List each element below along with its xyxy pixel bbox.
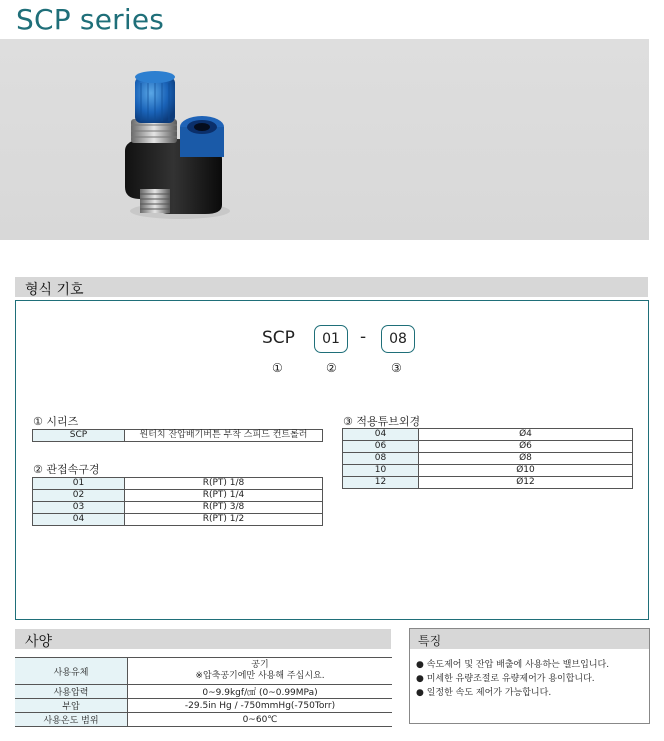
spec-value: 0~9.9kgf/㎠ (0~0.99MPa): [128, 685, 393, 699]
features-box: [409, 628, 650, 724]
spec-value: 0~60℃: [128, 713, 393, 727]
tube-value: Ø4: [419, 429, 633, 441]
port-code: 02: [33, 490, 125, 502]
port-table: [32, 477, 323, 526]
tube-title: ③ 적용튜브외경: [343, 415, 421, 428]
spec-key: 사용유체: [15, 658, 128, 685]
table-row: [343, 441, 633, 453]
port-value: R(PT) 3/8: [125, 502, 323, 514]
code-dash: -: [360, 327, 367, 347]
spec-value-line1: 공기: [251, 660, 269, 670]
page-title: SCP series: [16, 3, 165, 36]
feature-item: ● 미세한 유량조절로 유량제어가 용이합니다.: [416, 674, 595, 684]
port-code: 04: [33, 514, 125, 526]
tube-code: 04: [343, 429, 419, 441]
model-section-header: [15, 277, 648, 297]
tube-code: 06: [343, 441, 419, 453]
series-table: [32, 429, 323, 442]
model-code-box: [15, 300, 649, 620]
spec-key: 사용압력: [15, 685, 128, 699]
tube-value: Ø8: [419, 453, 633, 465]
model-section-title: 형식 기호: [25, 282, 84, 298]
tube-code: 12: [343, 477, 419, 489]
spec-value: -29.5in Hg / -750mmHg(-750Torr): [128, 699, 393, 713]
table-row: [33, 514, 323, 526]
table-row: [15, 658, 392, 685]
tube-table: [342, 428, 633, 489]
series-desc: 원터치 잔압배기버튼 부착 스피드 컨트롤러: [125, 430, 323, 442]
series-title: ① 시리즈: [33, 415, 79, 428]
code-prefix: SCP: [262, 328, 295, 348]
code-part2: 08: [381, 325, 415, 353]
tube-value: Ø12: [419, 477, 633, 489]
tube-value: Ø10: [419, 465, 633, 477]
feature-item: ● 일정한 속도 제어가 가능합니다.: [416, 688, 552, 698]
table-row: [33, 430, 323, 442]
features-title: 특징: [418, 634, 442, 648]
table-row: [343, 465, 633, 477]
spec-section-header: [15, 629, 391, 649]
table-row: [343, 477, 633, 489]
spec-section-title: 사양: [25, 634, 53, 650]
port-value: R(PT) 1/4: [125, 490, 323, 502]
product-image: [0, 39, 649, 240]
port-value: R(PT) 1/2: [125, 514, 323, 526]
code-mark-3: ③: [391, 361, 402, 375]
tube-code: 08: [343, 453, 419, 465]
tube-code: 10: [343, 465, 419, 477]
code-mark-2: ②: [326, 361, 337, 375]
features-header: [410, 629, 649, 649]
table-row: [15, 713, 392, 727]
table-row: [33, 478, 323, 490]
table-row: [33, 502, 323, 514]
port-title: ② 관접속구경: [33, 463, 100, 476]
feature-item: ● 속도제어 및 잔압 배출에 사용하는 밸브입니다.: [416, 660, 610, 670]
port-value: R(PT) 1/8: [125, 478, 323, 490]
spec-value-line2: ※압축공기에만 사용해 주십시요.: [195, 671, 325, 681]
port-code: 01: [33, 478, 125, 490]
code-part1: 01: [314, 325, 348, 353]
tube-value: Ø6: [419, 441, 633, 453]
table-row: [33, 490, 323, 502]
spec-key: 사용온도 범위: [15, 713, 128, 727]
series-code: SCP: [33, 430, 125, 442]
spec-table: [15, 657, 392, 727]
table-row: [15, 685, 392, 699]
table-row: [15, 699, 392, 713]
table-row: [343, 429, 633, 441]
spec-value: [128, 658, 393, 685]
spec-key: 부압: [15, 699, 128, 713]
code-mark-1: ①: [272, 361, 283, 375]
table-row: [343, 453, 633, 465]
product-photo: [0, 39, 649, 240]
port-code: 03: [33, 502, 125, 514]
